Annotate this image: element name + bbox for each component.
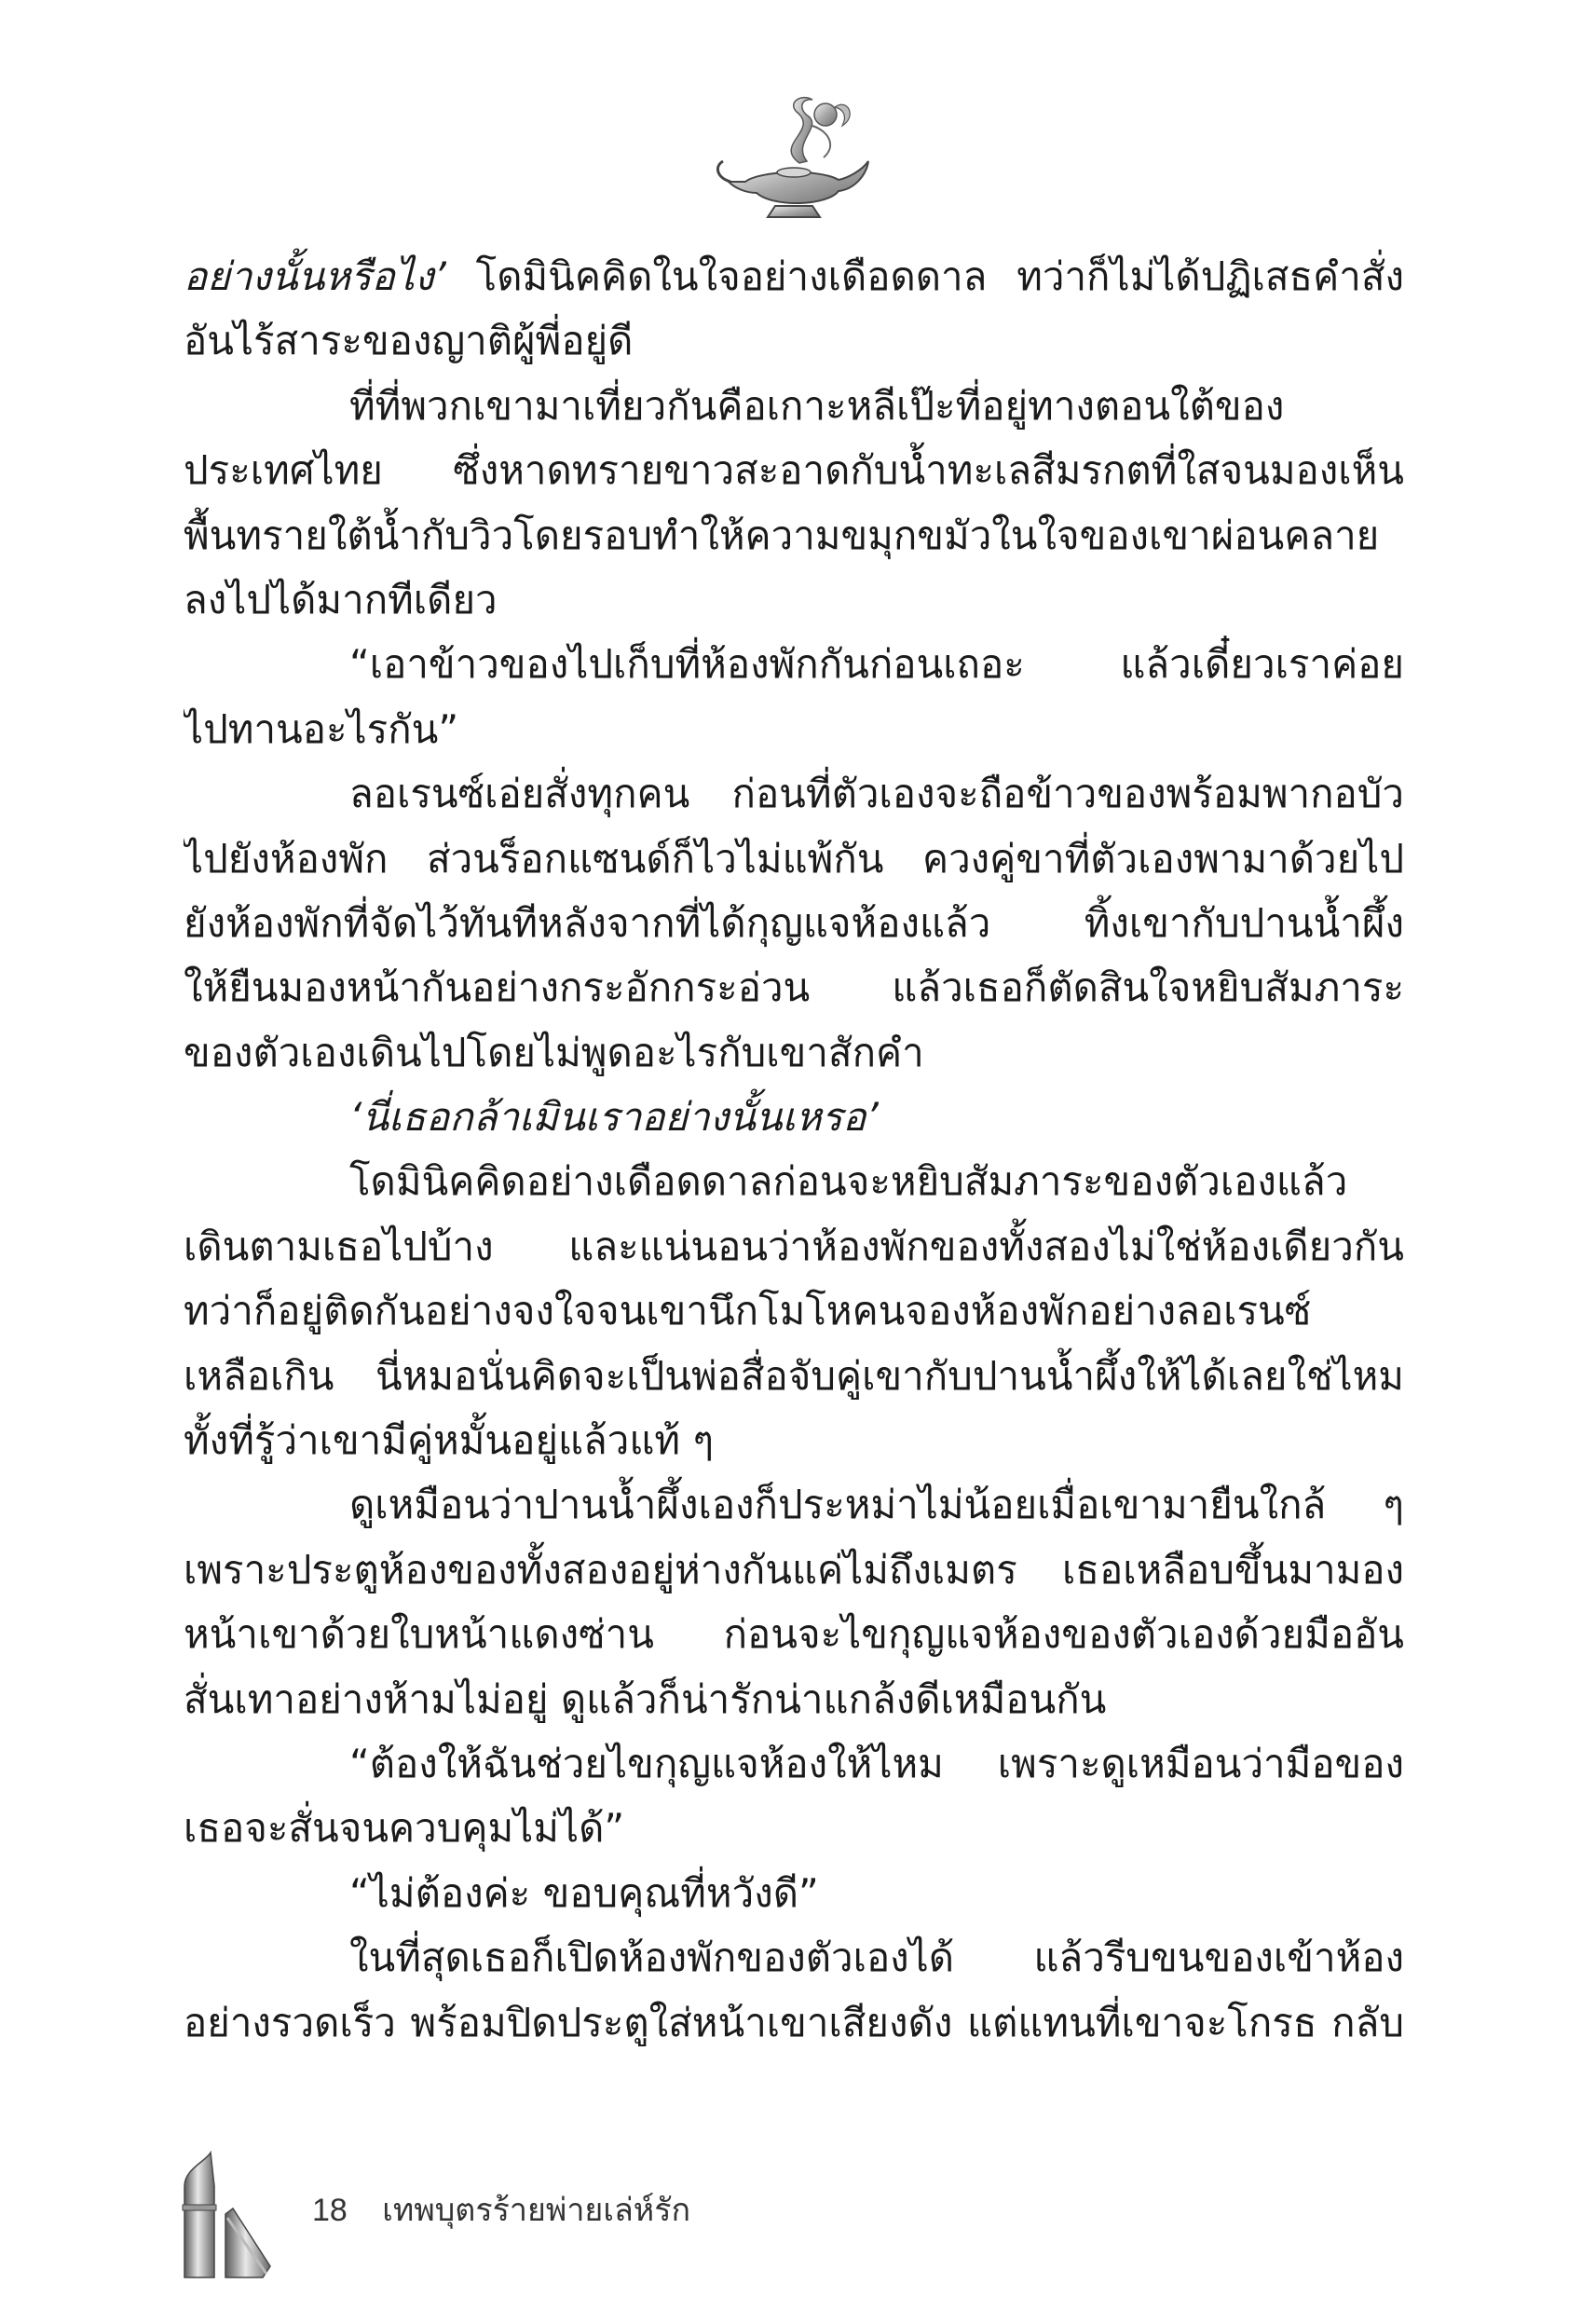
text-line (184, 1408, 1404, 1472)
text-run: ทั้งที่รู้ว่าเขามีคู่หมั้นอยู่แล้วแท้ ๆ (184, 1417, 715, 1464)
text-run: ลงไปได้มากทีเดียว (184, 576, 498, 622)
text-run: ทว่าก็อยู่ติดกันอย่างจงใจจนเขานึกโมโหคนจองห้องพักอย่างลอเรนซ์ (184, 1288, 1312, 1334)
text-line (184, 697, 1404, 761)
book-title: เทพบุตรร้ายพ่ายเล่ห์รัก (382, 2193, 691, 2228)
text-line (184, 955, 1404, 1019)
text-run: ยังห้องพักที่จัดไว้ทันทีหลังจากที่ได้กุญแจห้องแล้ว ทิ้งเขากับปานน้ำผึ้ง (184, 899, 1404, 946)
italic-text: อย่างนั้นหรือไง’ (184, 253, 446, 299)
text-line (184, 244, 1404, 308)
text-run: ของตัวเองเดินไปโดยไม่พูดอะไรกับเขาสักคำ (184, 1029, 924, 1075)
text-run: เธอจะสั่นจนควบคุมไม่ได้” (184, 1805, 625, 1852)
text-run: ดูเหมือนว่าปานน้ำผึ้งเองก็ประหม่าไม่น้อยเมื่อเขามายืนใกล้ ๆ (349, 1482, 1404, 1528)
text-line (184, 632, 1404, 696)
text-line (184, 1731, 1404, 1796)
text-run: เหลือเกิน นี่หมอนั่นคิดจะเป็นพ่อสื่อจับคู่เขากับปานน้ำผึ้งให้ได้เลยใช่ไหม (184, 1352, 1404, 1399)
italic-text: ‘นี่เธอกล้าเมินเราอย่างนั้นเหรอ’ (349, 1094, 879, 1141)
text-line (184, 1796, 1404, 1860)
text-line (184, 827, 1404, 891)
text-line (184, 1667, 1404, 1731)
text-run: ในที่สุดเธอก็เปิดห้องพักของตัวเองได้ แล้วรีบขนของเข้าห้อง (349, 1935, 1404, 1981)
text-line (184, 1344, 1404, 1408)
text-line (184, 438, 1404, 502)
lipstick-icon (177, 2149, 280, 2279)
text-line (184, 308, 1404, 373)
text-run: ลอเรนซ์เอ่ยสั่งทุกคน ก่อนที่ตัวเองจะถือข้าวของพร้อมพากอบัว (349, 771, 1404, 817)
text-run: โดมินิคคิดในใจอย่างเดือดดาล ทว่าก็ไม่ได้ปฏิเสธคำสั่ง (445, 253, 1404, 299)
text-line (184, 891, 1404, 955)
text-line (184, 1990, 1404, 2055)
text-run: ประเทศไทย ซึ่งหาดทรายขาวสะอาดกับน้ำทะเลสีมรกตที่ใสจนมองเห็น (184, 447, 1404, 494)
text-run: พื้นทรายใต้น้ำกับวิวโดยรอบทำให้ความขมุกขมัวในใจของเขาผ่อนคลาย (184, 512, 1380, 558)
body-text (184, 244, 1404, 2055)
text-line (184, 1279, 1404, 1343)
text-line (184, 1214, 1404, 1279)
text-run: สั่นเทาอย่างห้ามไม่อยู่ ดูแล้วก็น่ารักน่าแกล้งดีเหมือนกัน (184, 1675, 1107, 1722)
text-run: ไปทานอะไรกัน” (184, 705, 459, 752)
text-line (184, 1149, 1404, 1213)
text-run: ให้ยืนมองหน้ากันอย่างกระอักกระอ่วน แล้วเธอก็ตัดสินใจหยิบสัมภาระ (184, 964, 1404, 1011)
text-line (184, 1925, 1404, 1990)
text-run: ไปยังห้องพัก ส่วนร็อกแซนด์ก็ไวไม่แพ้กัน ควงคู่ขาที่ตัวเองพามาด้วยไป (184, 835, 1404, 882)
page-footer (312, 2184, 690, 2235)
text-run: หน้าเขาด้วยใบหน้าแดงซ่าน ก่อนจะไขกุญแจห้องของตัวเองด้วยมืออัน (184, 1611, 1404, 1658)
text-run: เพราะประตูห้องของทั้งสองอยู่ห่างกันแค่ไม่ถึงเมตร เธอเหลือบขึ้นมามอง (184, 1546, 1404, 1593)
text-line (184, 1538, 1404, 1602)
text-run: “เอาข้าวของไปเก็บที่ห้องพักกันก่อนเถอะ แล้วเดี๋ยวเราค่อย (349, 641, 1404, 688)
text-run: อย่างรวดเร็ว พร้อมปิดประตูใส่หน้าเขาเสียงดัง แต่แทนที่เขาจะโกรธ กลับ (184, 1999, 1404, 2045)
text-run: อันไร้สาระของญาติผู้พี่อยู่ดี (184, 318, 634, 364)
text-line (184, 374, 1404, 438)
text-line (184, 1472, 1404, 1537)
text-line (184, 1020, 1404, 1085)
page-number: 18 (312, 2193, 348, 2228)
text-run: “ต้องให้ฉันช่วยไขกุญแจห้องให้ไหม เพราะดูเหมือนว่ามือของ (349, 1740, 1404, 1786)
text-line (184, 1602, 1404, 1666)
text-run: โดมินิคคิดอย่างเดือดดาลก่อนจะหยิบสัมภาระของตัวเองแล้ว (349, 1158, 1348, 1205)
text-line (184, 567, 1404, 632)
teapot-genie-ornament-icon (708, 89, 876, 228)
text-run: ที่ที่พวกเขามาเที่ยวกันคือเกาะหลีเป๊ะที่อยู่ทางตอนใต้ของ (349, 382, 1285, 429)
text-line (184, 1861, 1404, 1925)
text-run: “ไม่ต้องค่ะ ขอบคุณที่หวังดี” (349, 1869, 819, 1916)
text-line (184, 1085, 1404, 1149)
text-line (184, 503, 1404, 567)
text-run: เดินตามเธอไปบ้าง และแน่นอนว่าห้องพักของทั้งสองไม่ใช่ห้องเดียวกัน (184, 1223, 1404, 1269)
text-line (184, 761, 1404, 826)
